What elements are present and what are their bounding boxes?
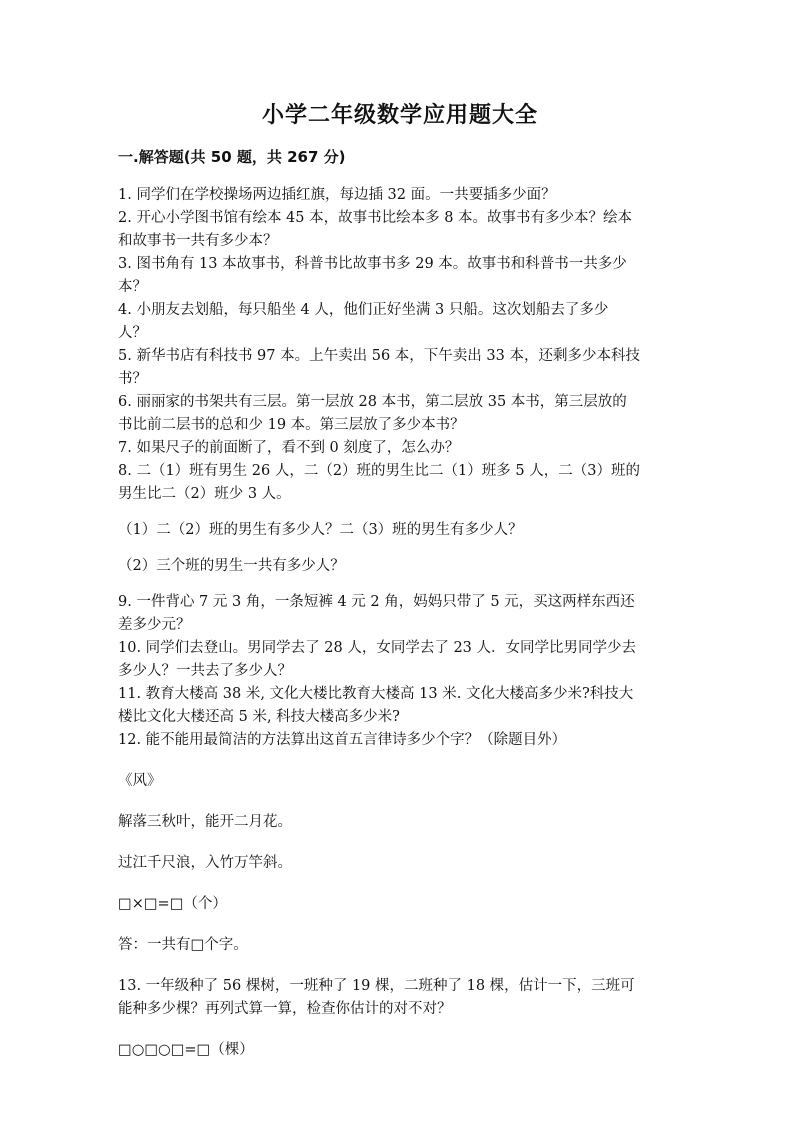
question-2	[118, 207, 690, 253]
question-line: 人？	[118, 325, 147, 341]
question-line: 12. 能不能用最简洁的方法算出这首五言律诗多少个字？（除题目外）	[118, 732, 567, 748]
question-line: 3. 图书角有 13 本故事书，科普书比故事书多 29 本。故事书和科普书一共多少	[118, 256, 627, 272]
question-line: 2. 开心小学图书馆有绘本 45 本，故事书比绘本多 8 本。故事书有多少本？绘本	[118, 210, 633, 226]
question-line: 书比前二层书的总和少 19 本。第三层放了多少本书？	[118, 417, 465, 433]
question-3	[118, 253, 690, 299]
question-12	[118, 729, 690, 752]
question-4	[118, 299, 690, 345]
question-10	[118, 637, 690, 683]
question-line: 能种多少棵？再列式算一算，检查你估计的对不对？	[118, 1001, 452, 1017]
question-13	[118, 975, 690, 1021]
poem-title: 《风》	[118, 773, 162, 789]
poem-line: 过江千尺浪，入竹万竿斜。	[118, 855, 292, 871]
question-1	[118, 184, 690, 207]
question-line: 6. 丽丽家的书架共有三层。第一层放 28 本书，第二层放 35 本书，第三层放的	[118, 394, 627, 410]
question-8-sub-2: （2）三个班的男生一共有多少人？	[118, 558, 345, 574]
question-line: 8. 二（1）班有男生 26 人，二（2）班的男生比二（1）班多 5 人，二（3）班的	[118, 463, 640, 479]
question-line: 多少人？一共去了多少人？	[118, 663, 292, 679]
question-line: 4. 小朋友去划船，每只船坐 4 人，他们正好坐满 3 只船。这次划船去了多少	[118, 302, 609, 318]
question-line: 男生比二（2）班少 3 人。	[118, 486, 291, 502]
question-line: 本？	[118, 279, 147, 295]
question-line: 5. 新华书店有科技书 97 本。上午卖出 56 本，下午卖出 33 本，还剩多少本科技	[118, 348, 640, 364]
question-line: 和故事书一共有多少本？	[118, 233, 278, 249]
question-line: 书？	[118, 371, 147, 387]
question-11	[118, 683, 690, 729]
question-line: 差多少元？	[118, 617, 191, 633]
question-7	[118, 437, 690, 460]
question-6	[118, 391, 690, 437]
question-9	[118, 591, 690, 637]
question-line: 13. 一年级种了 56 棵树，一班种了 19 棵，二班种了 18 棵，估计一下，三班可	[118, 978, 635, 994]
question-8-sub-1: （1）二（2）班的男生有多少人？二（3）班的男生有多少人？	[118, 522, 523, 538]
question-line: 楼比文化大楼还高 5 米, 科技大楼高多少米?	[118, 709, 400, 725]
question-line: 11. 教育大楼高 38 米, 文化大楼比教育大楼高 13 米. 文化大楼高多少米?科技大	[118, 686, 634, 702]
question-13-formula: □○□○□=□（棵）	[118, 1042, 254, 1058]
question-12-formula: □×□=□（个）	[118, 896, 227, 912]
question-line: 7. 如果尺子的前面断了，看不到 0 刻度了，怎么办？	[118, 440, 460, 456]
question-5	[118, 345, 690, 391]
question-line: 1. 同学们在学校操场两边插红旗，每边插 32 面。一共要插多少面？	[118, 187, 556, 203]
page-title: 小学二年级数学应用题大全	[261, 103, 538, 128]
question-line: 10. 同学们去登山。男同学去了 28 人，女同学去了 23 人．女同学比男同学少去	[118, 640, 637, 656]
section-heading: 一.解答题(共 50 题，共 267 分)	[118, 148, 346, 166]
question-line: 9. 一件背心 7 元 3 角，一条短裤 4 元 2 角，妈妈只带了 5 元，买这两样东西还	[118, 594, 635, 610]
question-list	[118, 184, 690, 1062]
question-12-answer: 答：一共有□个字。	[118, 937, 248, 953]
poem-line: 解落三秋叶，能开二月花。	[118, 814, 292, 830]
question-8	[118, 460, 690, 506]
